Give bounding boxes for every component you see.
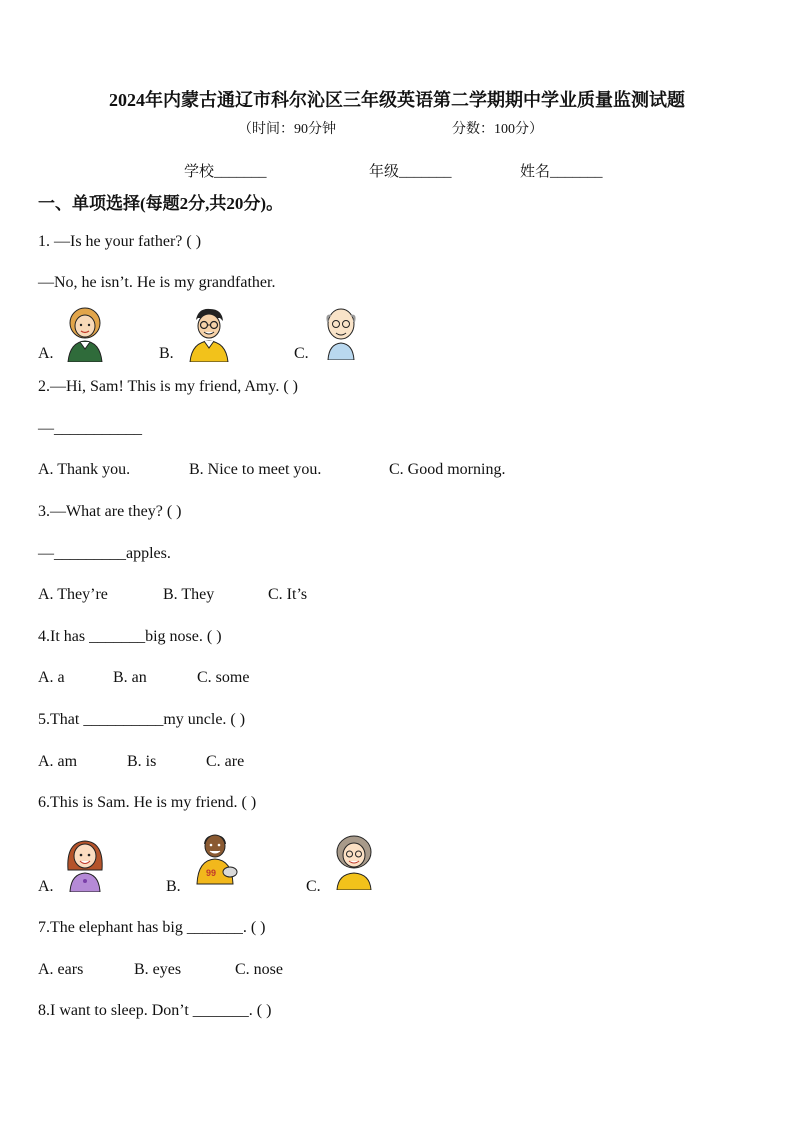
question-7-option-c[interactable]: C. nose	[235, 961, 283, 978]
question-3-option-b[interactable]: B. They	[163, 586, 215, 603]
grandmother-figure	[331, 834, 377, 890]
question-6-stem: 6.This is Sam. He is my friend. ( )	[38, 794, 257, 811]
question-5-option-c[interactable]: C. are	[206, 753, 245, 770]
question-6-option-c[interactable]: C.	[306, 878, 321, 895]
question-1-option-c[interactable]: C.	[294, 345, 309, 362]
question-5-option-a[interactable]: A. am	[38, 753, 78, 770]
section-heading: 一、单项选择(每题2分,共20分)。	[38, 194, 284, 213]
question-7-option-a[interactable]: A. ears	[38, 961, 84, 978]
name-field[interactable]: 姓名_______	[520, 164, 603, 180]
question-5-stem: 5.That __________my uncle. ( )	[38, 711, 246, 728]
girl-figure	[62, 836, 108, 892]
svg-text:99: 99	[206, 868, 217, 878]
school-field[interactable]: 学校_______	[184, 164, 267, 180]
question-2-stem: 2.—Hi, Sam! This is my friend, Amy. ( )	[38, 378, 298, 395]
question-7-stem: 7.The elephant has big _______. ( )	[38, 919, 266, 936]
exam-time: （时间：90分钟	[238, 122, 336, 137]
woman-figure	[62, 306, 108, 362]
question-2-option-c[interactable]: C. Good morning.	[389, 461, 506, 478]
question-3-answer-line[interactable]: —_________apples.	[38, 545, 171, 562]
question-2-answer-line[interactable]: —___________	[38, 420, 142, 437]
question-1-answer-line: —No, he isn’t. He is my grandfather.	[38, 274, 276, 291]
man-with-glasses-figure	[186, 306, 232, 362]
question-3-option-c[interactable]: C. It’s	[268, 586, 308, 603]
question-3-option-a[interactable]: A. They’re	[38, 586, 108, 603]
question-6-option-b[interactable]: B.	[166, 878, 181, 895]
question-1-option-b[interactable]: B.	[159, 345, 174, 362]
question-2-option-a[interactable]: A. Thank you.	[38, 461, 131, 478]
grandfather-figure	[318, 304, 364, 360]
question-7-option-b[interactable]: B. eyes	[134, 961, 182, 978]
grade-field[interactable]: 年级_______	[369, 164, 452, 180]
question-4-option-c[interactable]: C. some	[197, 669, 250, 686]
question-2-option-b[interactable]: B. Nice to meet you.	[189, 461, 322, 478]
boy-football-figure	[192, 832, 238, 888]
question-8-stem: 8.I want to sleep. Don’t _______. ( )	[38, 1002, 272, 1019]
page-title: 2024年内蒙古通辽市科尔沁区三年级英语第二学期期中学业质量监测试题	[109, 90, 685, 110]
question-4-stem: 4.It has _______big nose. ( )	[38, 628, 222, 645]
question-4-option-b[interactable]: B. an	[113, 669, 147, 686]
question-1-stem: 1. —Is he your father? ( )	[38, 233, 202, 250]
exam-score: 分数：100分）	[452, 122, 543, 137]
question-1-option-a[interactable]: A.	[38, 345, 54, 362]
question-4-option-a[interactable]: A. a	[38, 669, 65, 686]
question-6-option-a[interactable]: A.	[38, 878, 54, 895]
question-3-stem: 3.—What are they? ( )	[38, 503, 182, 520]
question-5-option-b[interactable]: B. is	[127, 753, 157, 770]
